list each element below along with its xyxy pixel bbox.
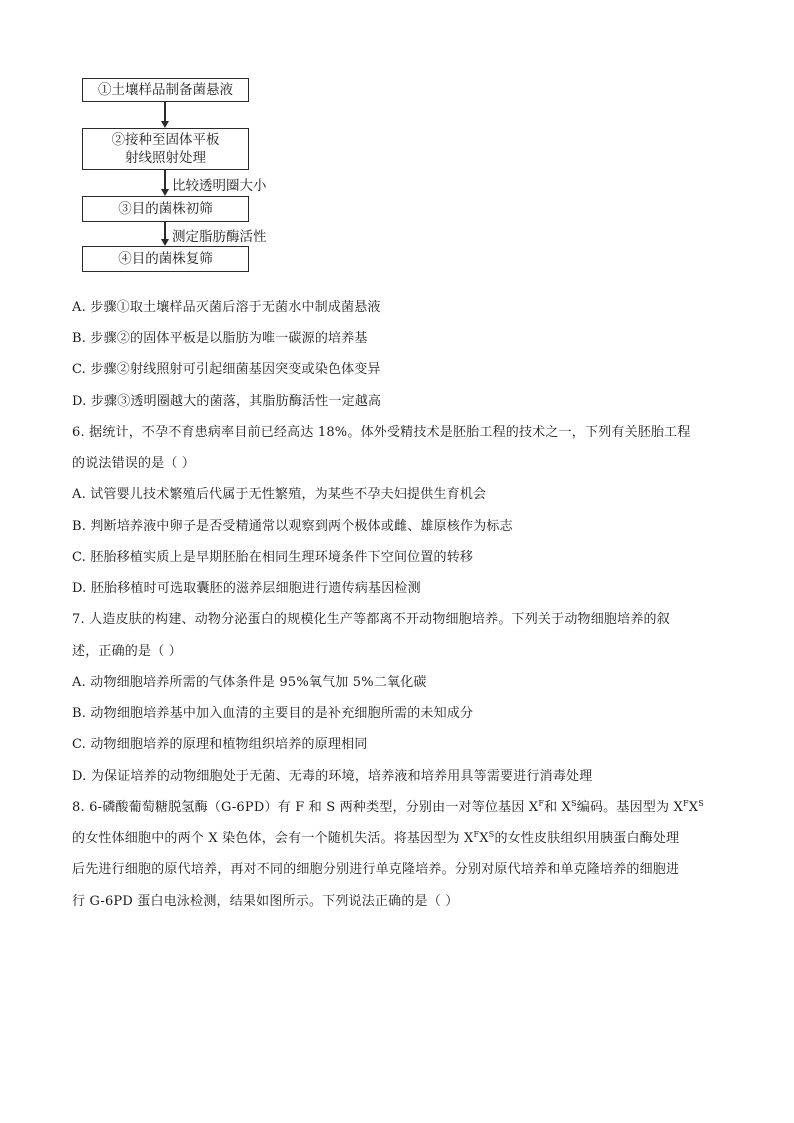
flow-arrow-3: [164, 222, 166, 244]
flow-step-3: ③目的菌株初筛: [82, 196, 249, 222]
q8-line1-part-b: 和 X: [544, 800, 572, 815]
flow-arrow-2-label: 比较透明圈大小: [172, 178, 267, 194]
q5-option-c: C. 步骤②射线照射可引起细菌基因突变或染色体变异: [72, 362, 381, 377]
q5-option-a: A. 步骤①取土壤样品灭菌后溶于无菌水中制成菌悬液: [72, 300, 381, 315]
q7-stem-line1: 7. 人造皮肤的构建、动物分泌蛋白的规模化生产等都离不开动物细胞培养。下列关于动物细胞培养的叙: [72, 612, 670, 627]
q7-option-d: D. 为保证培养的动物细胞处于无菌、无毒的环境，培养液和培养用具等需要进行消毒处理: [72, 769, 593, 784]
q8-line1-sup4: S: [698, 799, 704, 808]
flowchart: [82, 78, 302, 278]
q6-stem-line1: 6. 据统计，不孕不育患病率目前已经高达 18%。体外受精技术是胚胎工程的技术之一，下列有关胚胎工程: [72, 425, 691, 440]
flow-step-2-line2: 射线照射处理: [125, 150, 206, 166]
q8-line1-part-c: 编码。基因型为 X: [576, 800, 683, 815]
q6-option-c: C. 胚胎移植实质上是早期胚胎在相同生理环境条件下空间位置的转移: [72, 550, 474, 565]
flow-step-2: [82, 128, 249, 170]
q8-line1-sup1: F: [538, 799, 545, 808]
q8-line1-part-a: 8. 6-磷酸葡萄糖脱氢酶（G-6PD）有 F 和 S 两种类型，分别由一对等位基因 X: [72, 800, 539, 815]
q6-option-d: D. 胚胎移植时可选取囊胚的滋养层细胞进行遗传病基因检测: [72, 581, 421, 596]
q8-line2-part-a: 的女性体细胞中的两个 X 染色体，会有一个随机失活。将基因型为 X: [72, 831, 474, 846]
q8-line2-part-c: 的女性皮肤组织用胰蛋白酶处理: [494, 831, 680, 846]
flow-arrow-1: [164, 102, 166, 126]
q7-stem-line2: 述，正确的是（ ）: [72, 644, 182, 659]
q8-stem-line4: 行 G-6PD 蛋白电泳检测，结果如图所示。下列说法正确的是（ ）: [72, 894, 459, 909]
q8-line2-sup1: F: [473, 830, 480, 839]
q8-line1-sup2: S: [571, 799, 577, 808]
q5-option-b: B. 步骤②的固体平板是以脂肪为唯一碳源的培养基: [72, 331, 368, 346]
flow-arrow-2: [164, 170, 166, 194]
flow-step-2-line1: ②接种至固体平板: [111, 132, 220, 148]
q8-line2-sup2: S: [488, 830, 495, 839]
q6-option-a: A. 试管婴儿技术繁殖后代属于无性繁殖，为某些不孕夫妇提供生育机会: [72, 487, 487, 502]
flow-step-1: ①土壤样品制备菌悬液: [82, 78, 249, 102]
q8-line1-part-d: X: [688, 800, 699, 815]
q7-option-a: A. 动物细胞培养所需的气体条件是 95%氧气加 5%二氧化碳: [72, 675, 427, 690]
q6-option-b: B. 判断培养液中卵子是否受精通常以观察到两个极体或雌、雄原核作为标志: [72, 519, 513, 534]
q8-line2-part-b: X: [479, 831, 489, 846]
q8-line1-sup3: F: [682, 799, 689, 808]
flow-step-4: ④目的菌株复筛: [82, 246, 249, 272]
q8-stem-line3: 后先进行细胞的原代培养，再对不同的细胞分别进行单克隆培养。分别对原代培养和单克隆培养的细胞进: [72, 862, 680, 877]
q8-stem-line2: [72, 827, 679, 846]
q7-option-c: C. 动物细胞培养的原理和植物组织培养的原理相同: [72, 737, 368, 752]
q5-option-d: D. 步骤③透明圈越大的菌落，其脂肪酶活性一定越高: [72, 394, 382, 409]
q6-stem-line2: 的说法错误的是（ ）: [72, 456, 196, 471]
q7-option-b: B. 动物细胞培养基中加入血清的主要目的是补充细胞所需的未知成分: [72, 706, 474, 721]
flow-arrow-3-label: 测定脂肪酶活性: [172, 229, 267, 245]
q8-stem-line1: [72, 796, 704, 815]
